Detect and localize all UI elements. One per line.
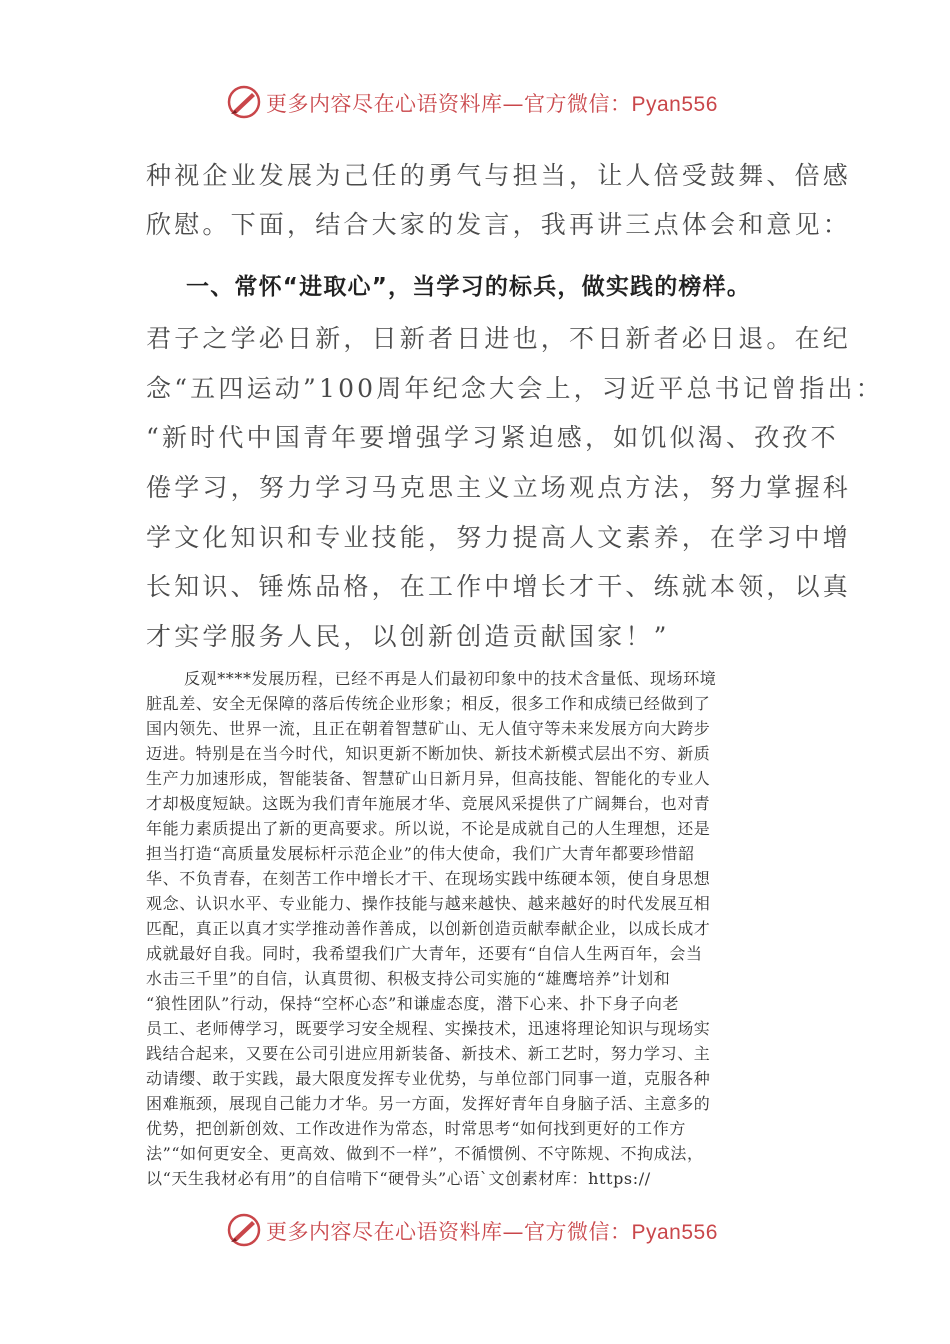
header-watermark-banner (0, 82, 950, 122)
body-line: 优势，把创新创效、工作改进作为常态，时常思考“如何找到更好的工作方 (146, 1119, 686, 1138)
watermark-text (266, 1216, 718, 1246)
watermark-brand: 更多内容尽在心语资料库 (266, 92, 503, 116)
body-line: 国内领先、世界一流，且正在朝着智慧矿山、无人值守等未来发展方向大跨步 (146, 719, 711, 738)
body-line: 华、不负青春，在刻苦工作中增长才干、在现场实践中练硬本领，使自身思想 (146, 869, 711, 888)
body-line: 员工、老师傅学习，既要学习安全规程、实操技术，迅速将理论知识与现场实 (146, 1019, 711, 1038)
quote-line: 倦学习，努力学习马克思主义立场观点方法，努力掌握科 (146, 473, 852, 502)
brush-pen-logo-icon (226, 1212, 262, 1248)
watermark-wechat-id: Pyan556 (631, 1221, 718, 1244)
body-line: 动请缨、敢于实践，最大限度发挥专业优势，与单位部门同事一道，克服各种 (146, 1069, 711, 1088)
watermark-separator: — (502, 92, 524, 116)
quote-line: 学文化知识和专业技能，努力提高人文素养，在学习中增 (146, 523, 852, 552)
body-line: 水击三千里”的自信，认真贯彻、积极支持公司实施的“雄鹰培养”计划和 (146, 969, 671, 988)
body-line: 成就最好自我。同时，我希望我们广大青年，还要有“自信人生两百年，会当 (146, 944, 703, 963)
watermark-wechat-id: Pyan556 (631, 93, 718, 116)
body-line: 脏乱差、安全无保障的落后传统企业形象；相反，很多工作和成绩已经做到了 (146, 694, 711, 713)
body-line: 担当打造“高质量发展标杆示范企业”的伟大使命，我们广大青年都要珍惜韶 (146, 844, 695, 863)
intro-line: 欣慰。下面，结合大家的发言，我再讲三点体会和意见： (146, 210, 852, 239)
footer-watermark-banner (0, 1210, 950, 1250)
body-line: 年能力素质提出了新的更高要求。所以说，不论是成就自己的人生理想，还是 (146, 819, 711, 838)
watermark-brand: 更多内容尽在心语资料库 (266, 1220, 503, 1244)
quote-line: “新时代中国青年要增强学习紧迫感，如饥似渴、孜孜不 (146, 423, 839, 452)
quote-line: 长知识、锤炼品格，在工作中增长才干、练就本领，以真 (146, 572, 852, 601)
watermark-label: 官方微信： (524, 1220, 632, 1244)
quote-line: 君子之学必日新，日新者日进也，不日新者必日退。在纪 (146, 324, 852, 353)
body-line: 迈进。特别是在当今时代，知识更新不断加快、新技术新模式层出不穷、新质 (146, 744, 711, 763)
body-line: 反观****发展历程，已经不再是人们最初印象中的技术含量低、现场环境 (184, 669, 717, 688)
body-line: 困难瓶颈，展现自己能力才华。另一方面，发挥好青年自身脑子活、主意多的 (146, 1094, 711, 1113)
watermark-text (266, 88, 718, 118)
body-line: 生产力加速形成，智能装备、智慧矿山日新月异，但高技能、智能化的专业人 (146, 769, 711, 788)
watermark-separator: — (502, 1220, 524, 1244)
quote-line: 才实学服务人民，以创新创造贡献国家！” (146, 622, 670, 651)
body-line: 以“天生我材必有用”的自信啃下“硬骨头”心语`文创素材库：https:// (146, 1169, 651, 1188)
body-line: “狼性团队”行动，保持“空杯心态”和谦虚态度，潜下心来、扑下身子向老 (146, 994, 680, 1013)
quote-line: 念“五四运动”100周年纪念大会上，习近平总书记曾指出： (146, 374, 884, 403)
section-heading: 一、常怀“进取心”，当学习的标兵，做实践的榜样。 (186, 274, 752, 300)
body-line: 才却极度短缺。这既为我们青年施展才华、竞展风采提供了广阔舞台，也对青 (146, 794, 711, 813)
body-line: 匹配，真正以真才实学推动善作善成，以创新创造贡献奉献企业，以成长成才 (146, 919, 711, 938)
brush-pen-logo-icon (226, 84, 262, 120)
body-line: 践结合起来，又要在公司引进应用新装备、新技术、新工艺时，努力学习、主 (146, 1044, 711, 1063)
body-line: 法”“如何更安全、更高效、做到不一样”，不循惯例、不守陈规、不拘成法， (146, 1144, 704, 1163)
watermark-label: 官方微信： (524, 92, 632, 116)
body-line: 观念、认识水平、专业能力、操作技能与越来越快、越来越好的时代发展互相 (146, 894, 711, 913)
intro-line: 种视企业发展为己任的勇气与担当，让人倍受鼓舞、倍感 (146, 161, 852, 190)
